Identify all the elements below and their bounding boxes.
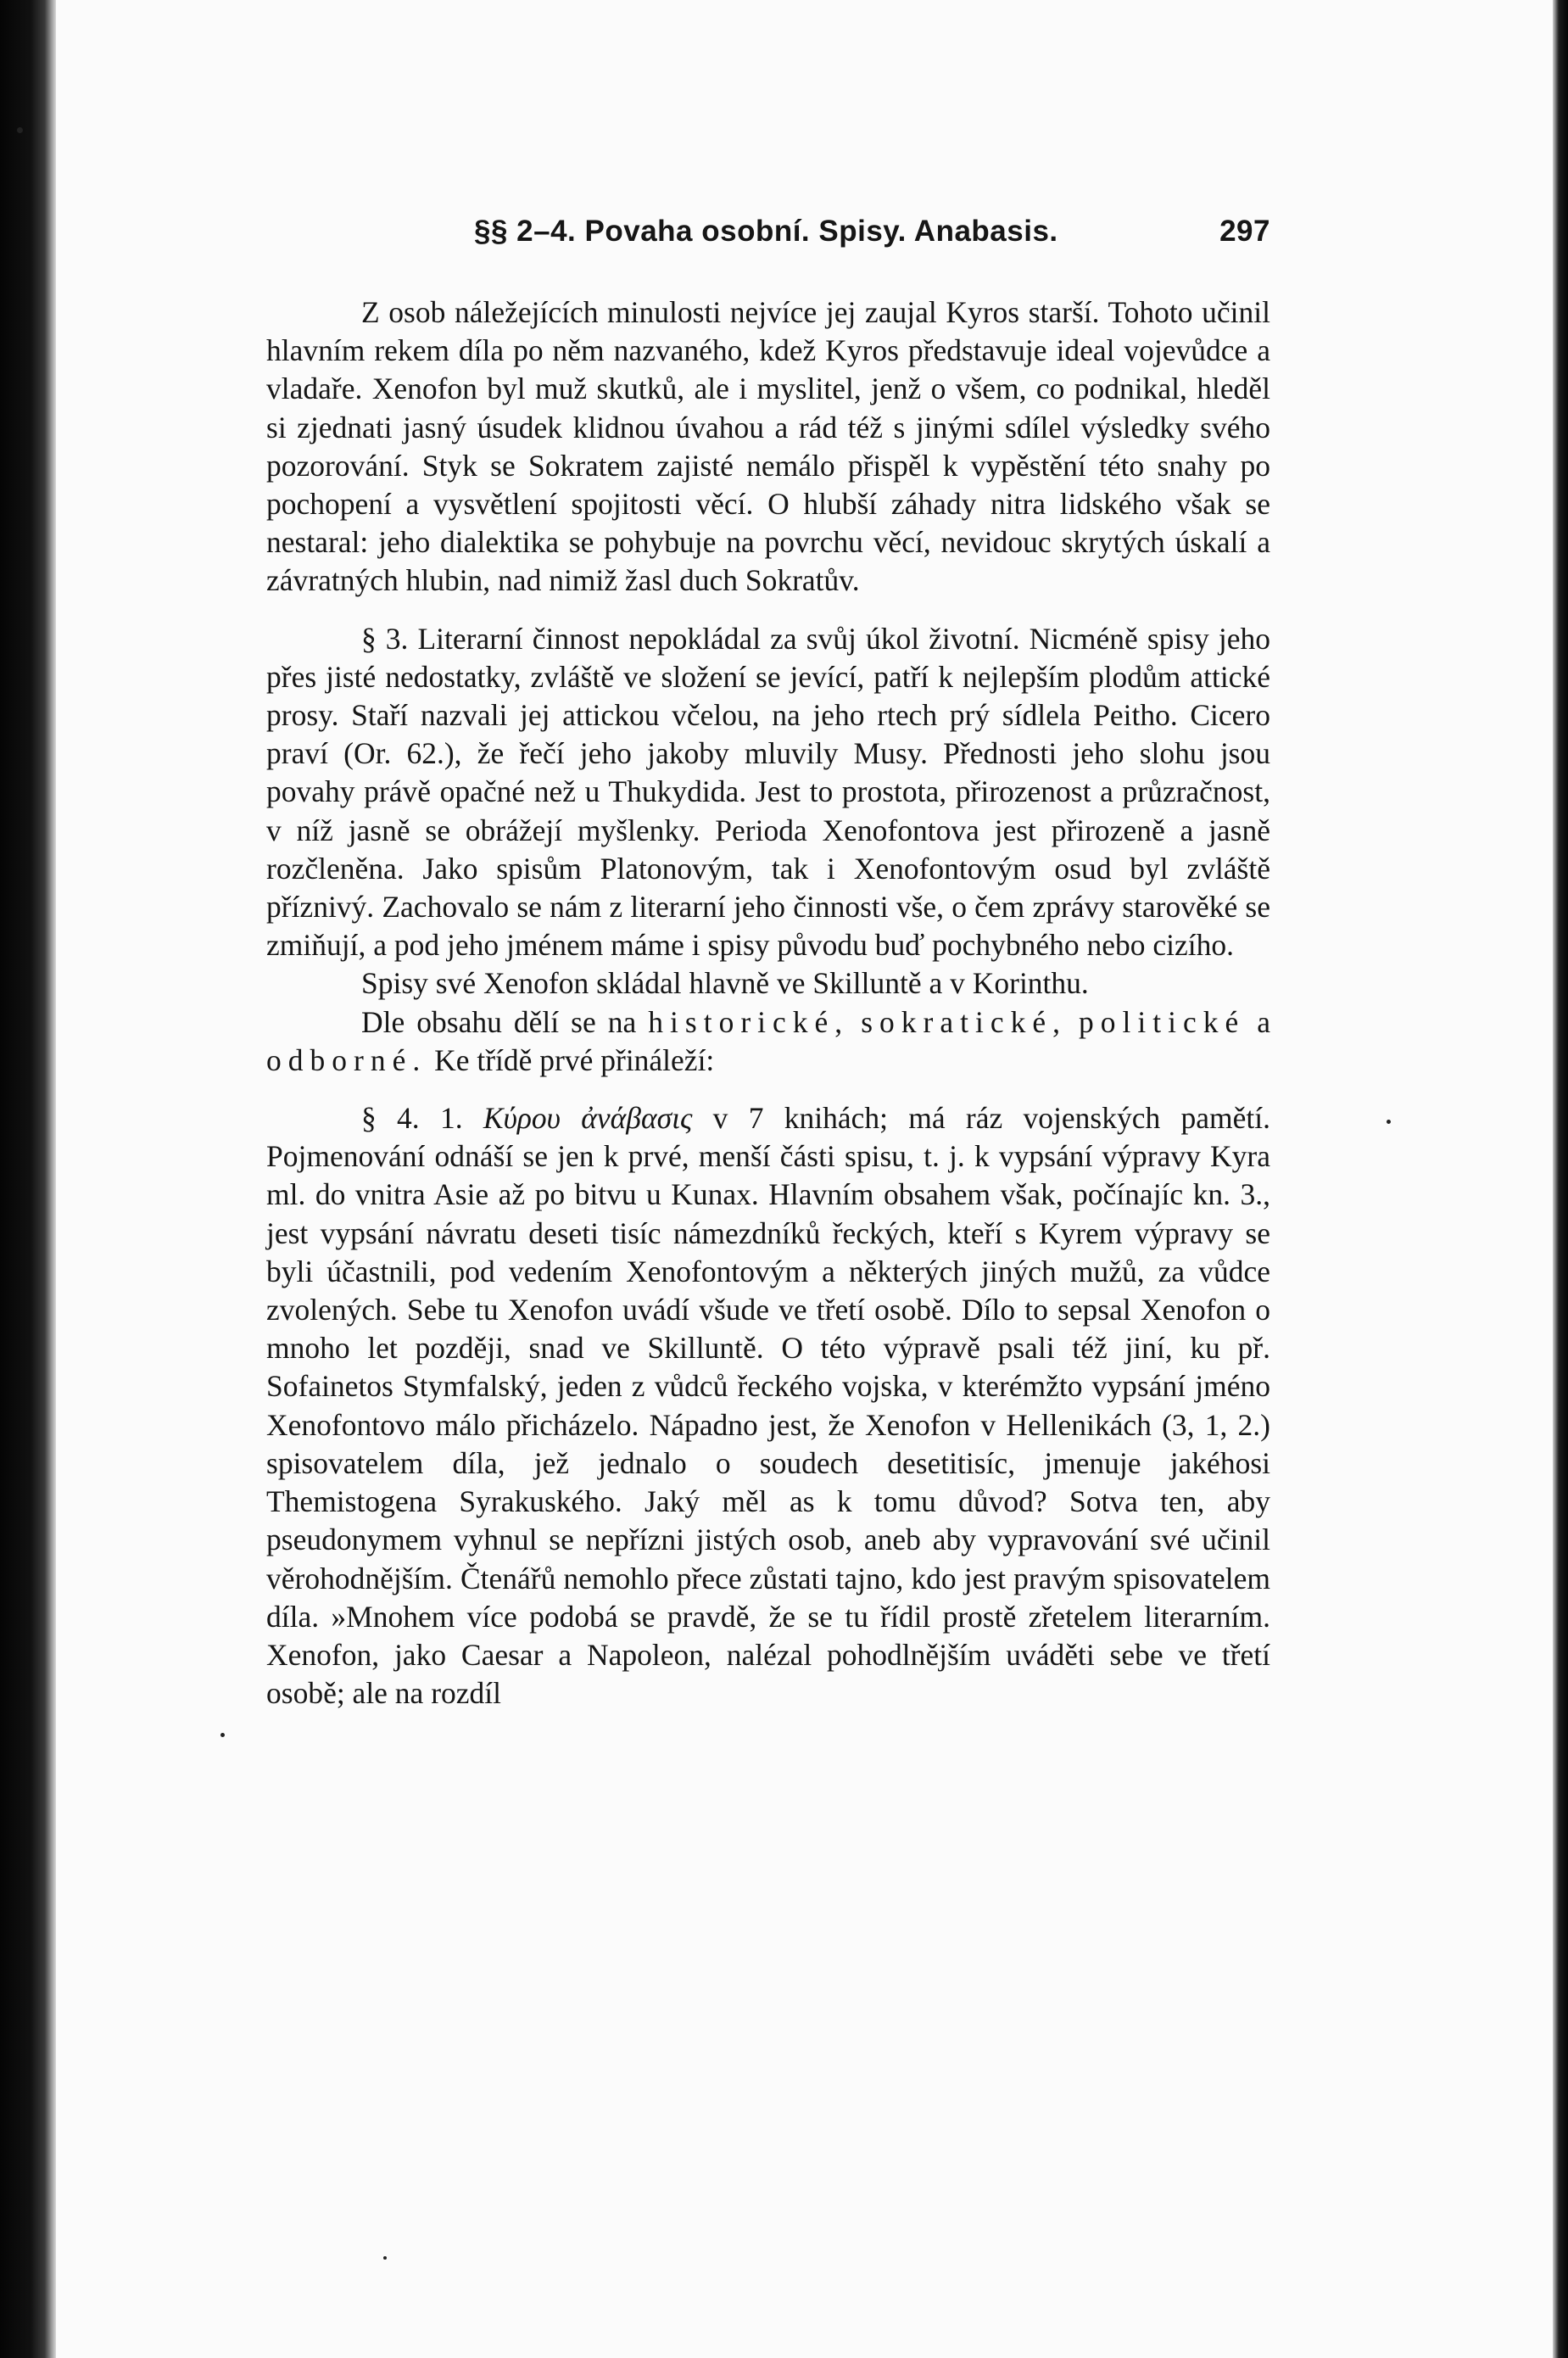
scan-speck bbox=[383, 2256, 387, 2260]
scan-speck bbox=[1387, 1120, 1391, 1124]
classification-conjunction: a bbox=[1257, 1004, 1271, 1039]
section-number: § 4. 1. bbox=[361, 1101, 463, 1136]
paragraph-classification bbox=[266, 1003, 1270, 1080]
paragraph-anabasis bbox=[266, 1099, 1270, 1713]
running-title: §§ 2–4. Povaha osobní. Spisy. Anabasis. bbox=[474, 215, 1058, 248]
page-edge-right bbox=[1553, 0, 1568, 2358]
paragraph-literary-activity: § 3. Literarní činnost nepokládal za svůj úkol životní. Nicméně spisy jeho přes jisté nedostatky, zvláště ve složení se jevící, patří k nejlepším plodům attické prosy. Staří nazvali jej attickou včelou, na jeho rtech prý sídlela Peitho. Cicero praví (Or. 62.), že řečí jeho jakoby mluvily Musy. Přednosti jeho slohu jsou povahy právě opačné než u Thukydida. Jest to prostota, přirozenost a průzračnost, v níž jasně se obrážejí myšlenky. Perioda Xenofontova jest přirozeně a jasně rozčleněna. Jako spisům Platonovým, tak i Xenofontovým osud byl zvláště příznivý. Zachovalo se nám z literarní jeho činnosti vše, o čem zprávy starověké se zmiňují, a pod jeho jménem máme i spisy původu buď pochybného nebo cizího. bbox=[266, 621, 1270, 963]
paragraph-skillus: Spisy své Xenofon skládal hlavně ve Skilluntě a v Korinthu. bbox=[361, 966, 1089, 1001]
term-political: politické bbox=[1079, 1004, 1246, 1039]
paragraph-kyros: Z osob náležejících minulosti nejvíce jej zaujal Kyros starší. Tohoto učinil hlavním rekem díla po něm nazvaného, kdež Kyros představuje ideal vojevůdce a vladaře. Xenofon byl muž skutků, ale i myslitel, jenž o všem, co podnikal, hleděl si zjednati jasný úsudek klidnou úvahou a rád též s jinými sdílel výsledky svého pozorování. Styk se Sokratem zajisté nemálo přispěl k vypěstění této snahy po pochopení a vysvětlení spojitosti věcí. O hlubší záhady nitra lidského však se nestaral: jeho dialektika se pohybuje na povrchu věcí, nevidouc skrytých úskalí a závratných hlubin, nad nimiž žasl duch Sokratův. bbox=[266, 295, 1270, 598]
running-header bbox=[474, 215, 1270, 252]
classification-intro: Dle obsahu dělí se na bbox=[361, 1004, 637, 1039]
classification-outro: Ke třídě prvé přináleží: bbox=[434, 1042, 715, 1077]
page-number: 297 bbox=[1219, 215, 1270, 248]
term-specialist: odborné. bbox=[266, 1042, 427, 1077]
term-historical: historické, bbox=[648, 1004, 850, 1039]
scan-speck bbox=[220, 1733, 225, 1737]
greek-title: Κύρου ἀνάβασις bbox=[483, 1101, 693, 1136]
body-text bbox=[266, 293, 1270, 1713]
binding-shadow-left bbox=[0, 0, 56, 2358]
anabasis-text: v 7 knihách; má ráz vojenských pamětí. Pojmenování odnáší se jen k prvé, menší části spisu, t. j. k vypsání výpravy Kyra ml. do vnitra Asie až po bitvu u Kunax. Hlavním obsahem však, počínajíc kn. 3., jest vypsání návratu deseti tisíc námezdníků řeckých, kteří s Kyrem výpravy se byli účastnili, pod vedením Xenofontovým a některých jiných mužů, za vůdce zvolených. Sebe tu Xenofon uvádí všude ve třetí osobě. Dílo to sepsal Xenofon o mnoho let později, snad ve Skilluntě. O této výpravě psali též jiní, ku př. Sofainetos Stymfalský, jeden z vůdců řeckého vojska, v kterémžto vypsání jméno Xenofontovo málo přicházelo. Nápadno jest, že Xenofon v Hellenikách (3, 1, 2.) spisovatelem díla, jež jednalo o soudech desetitisíc, jmenuje jakéhosi Themistogena Syrakuského. Jaký měl as k tomu důvod? Sotva ten, aby pseudonymem vyhnul se nepřízni jistých osob, aneb aby vypravování své učinil věrohodnějším. Čtenářů nemohlo přece zůstati tajno, kdo jest pravým spisovatelem díla. »Mnohem více podobá se pravdě, že se tu řídil prostě zřetelem literarním. Xenofon, jako Caesar a Napoleon, nalézal pohodlnějším uváděti sebe ve třetí osobě; ale na rozdíl bbox=[266, 1101, 1271, 1711]
term-socratic: sokratické, bbox=[861, 1004, 1067, 1039]
scan-speck bbox=[17, 127, 23, 133]
